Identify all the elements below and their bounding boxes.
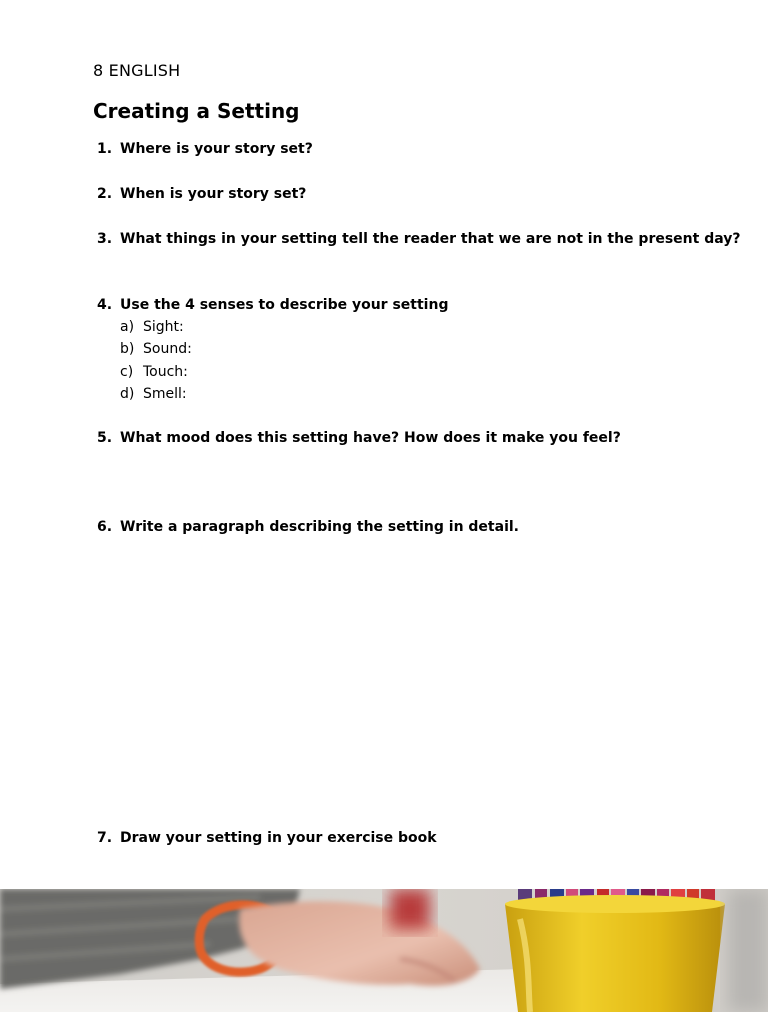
- yellow-pencil-cup: [505, 895, 725, 1012]
- question-text: Where is your story set?: [120, 141, 313, 157]
- question-number: 4.: [97, 297, 113, 313]
- blurred-object: [390, 889, 430, 929]
- question-2: [97, 186, 306, 202]
- question-text: What things in your setting tell the reader that we are not in the present day?: [120, 231, 741, 247]
- page-title: Creating a Setting: [93, 99, 300, 123]
- question-number: 6.: [97, 519, 113, 535]
- question-number: 7.: [97, 830, 113, 846]
- question-number: 1.: [97, 141, 113, 157]
- sense-item-sight: [120, 319, 184, 335]
- question-5: [97, 430, 621, 446]
- sub-item-text: Touch:: [143, 364, 188, 380]
- sub-item-text: Sight:: [143, 319, 184, 335]
- subject-heading: 8 ENGLISH: [93, 61, 181, 80]
- question-4: [97, 297, 448, 313]
- question-text: What mood does this setting have? How does it make you feel?: [120, 430, 621, 446]
- question-text: When is your story set?: [120, 186, 307, 202]
- sub-item-letter: b): [120, 341, 135, 357]
- sense-item-touch: [120, 364, 188, 380]
- right-background-blur: [728, 889, 768, 1012]
- question-number: 3.: [97, 231, 113, 247]
- question-text: Draw your setting in your exercise book: [120, 830, 437, 846]
- sub-item-letter: a): [120, 319, 135, 335]
- question-1: [97, 141, 313, 157]
- sub-item-letter: c): [120, 364, 134, 380]
- sense-item-smell: [120, 386, 187, 402]
- sense-item-sound: [120, 341, 192, 357]
- question-number: 2.: [97, 186, 113, 202]
- footer-photo-writing-with-pencil-cup: [0, 889, 768, 1012]
- question-7: [97, 830, 437, 846]
- question-text: Write a paragraph describing the setting in detail.: [120, 519, 519, 535]
- question-number: 5.: [97, 430, 113, 446]
- sub-item-text: Sound:: [143, 341, 192, 357]
- question-text: Use the 4 senses to describe your setting: [120, 297, 449, 313]
- question-6: [97, 519, 519, 535]
- sub-item-letter: d): [120, 386, 135, 402]
- question-3: [97, 231, 741, 247]
- sub-item-text: Smell:: [143, 386, 187, 402]
